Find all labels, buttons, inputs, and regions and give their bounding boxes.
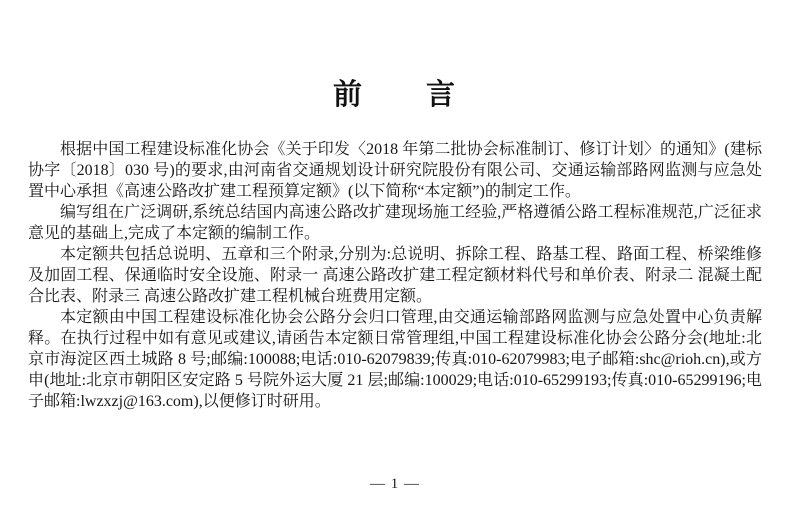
paragraph-management-contact: 本定额由中国工程建设标准化协会公路分会归口管理,由交通运输部路网监测与应急处置中心负责解释。在执行过程中如有意见或建议,请函告本定额日常管理组,中国工程建设标准化协会公路分会(地址:北京市海淀区西土城路 8 号;邮编:100088;电话:010-62079839;传真:010-62079983;电子邮箱:shc@rioh.cn),或方申(地址:北京市朝阳区安定路 5 号院外运大厦 21 层;邮编:100029;电话:010-65299193;传真:010-65299196;电子邮箱:lwzxzj@163.com),以便修订时研用。	[28, 308, 762, 410]
paragraph-basis: 根据中国工程建设标准化协会《关于印发〈2018 年第二批协会标准制订、修订计划〉的通知》(建标协字〔2018〕030 号)的要求,由河南省交通规划设计研究院股份有限公司、交通运输部路网监测与应急处置中心承担《高速公路改扩建工程预算定额》(以下简称“本定额”)的制定工作。	[28, 140, 762, 200]
page-title: 前 言	[332, 79, 457, 111]
page-number: — 1 —	[370, 476, 420, 492]
paragraph-contents: 本定额共包括总说明、五章和三个附录,分别为:总说明、拆除工程、路基工程、路面工程、桥梁维修及加固工程、保通临时安全设施、附录一 高速公路改扩建工程定额材料代号和单价表、附录二 混凝土配合比表、附录三 高速公路改扩建工程机械台班费用定额。	[28, 245, 762, 305]
body-text	[28, 139, 762, 412]
paragraph-compilation: 编写组在广泛调研,系统总结国内高速公路改扩建现场施工经验,严格遵循公路工程标准规范,广泛征求意见的基础上,完成了本定额的编制工作。	[28, 203, 762, 242]
